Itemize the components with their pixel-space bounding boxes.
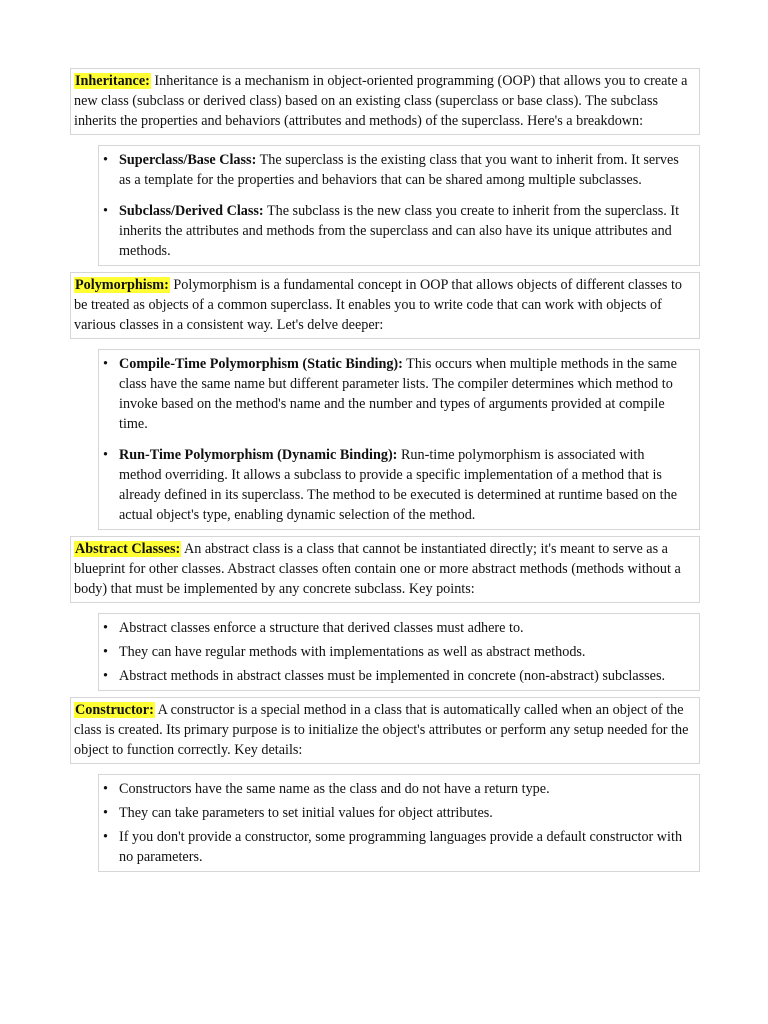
highlighted-term: Polymorphism:	[75, 277, 169, 293]
bullet-icon: •	[103, 829, 108, 845]
item-text: If you don't provide a constructor, some programming languages provide a default constructor with no parameters.	[119, 829, 683, 865]
item-term: Superclass/Base Class:	[119, 152, 257, 168]
definition-text: Inheritance is a mechanism in object-oriented programming (OOP) that allows you to create a new class (subclass or derived class) based on an existing class (superclass or base class). The subclass inherits the properties and behaviors (attributes and methods) of the superclass. Here's a breakdown:	[74, 73, 688, 129]
bullet-icon: •	[103, 447, 108, 463]
definition-text: An abstract class is a class that cannot be instantiated directly; it's meant to serve as a blueprint for other classes. Abstract classes often contain one or more abstract methods (methods without a body) that must be implemented by any concrete subclass. Key points:	[74, 541, 681, 597]
list-item	[99, 201, 689, 261]
bullet-list	[99, 150, 689, 261]
item-term: Compile-Time Polymorphism (Static Binding):	[119, 356, 403, 372]
item-text: Abstract methods in abstract classes must be implemented in concrete (non-abstract) subclasses.	[119, 668, 666, 684]
bullet-icon: •	[103, 152, 108, 168]
bullet-list	[99, 618, 689, 686]
definition-text: A constructor is a special method in a class that is automatically called when an object of the class is created. Its primary purpose is to initialize the object's attributes or perform any setup needed for the object to function correctly. Key details:	[74, 702, 689, 758]
item-text: Run-time polymorphism is associated with method overriding. It allows a subclass to provide a specific implementation of a method that is already defined in its superclass. The method to be executed is determined at runtime based on the actual object's type, enabling dynamic selection of the method.	[119, 447, 677, 523]
bullet-icon: •	[103, 356, 108, 372]
definition-paragraph	[74, 700, 696, 760]
section-inheritance-definition	[70, 68, 700, 135]
highlighted-term: Constructor:	[75, 702, 154, 718]
list-item	[99, 354, 689, 434]
list-item	[99, 150, 689, 190]
bullet-list	[99, 779, 689, 867]
item-text: Abstract classes enforce a structure that derived classes must adhere to.	[119, 620, 524, 636]
definition-text: Polymorphism is a fundamental concept in OOP that allows objects of different classes to be treated as objects of a common superclass. It enables you to write code that can work with objects of various classes in a consistent way. Let's delve deeper:	[74, 277, 683, 333]
list-item	[99, 618, 689, 638]
definition-paragraph	[74, 539, 696, 599]
list-item	[99, 827, 689, 867]
definition-paragraph	[74, 71, 696, 131]
bullet-list	[99, 354, 689, 525]
section-abstract-classes-definition	[70, 536, 700, 603]
item-text: The superclass is the existing class that you want to inherit from. It serves as a template for the properties and behaviors that can be shared among multiple subclasses.	[119, 152, 679, 188]
bullet-icon: •	[103, 620, 108, 636]
section-constructor-list	[98, 774, 700, 872]
section-abstract-classes-list	[98, 613, 700, 691]
list-item	[99, 445, 689, 525]
bullet-icon: •	[103, 805, 108, 821]
bullet-icon: •	[103, 781, 108, 797]
item-text: They can have regular methods with implementations as well as abstract methods.	[119, 644, 586, 660]
list-item	[99, 642, 689, 662]
item-text: They can take parameters to set initial values for object attributes.	[119, 805, 493, 821]
item-term: Run-Time Polymorphism (Dynamic Binding):	[119, 447, 398, 463]
definition-paragraph	[74, 275, 696, 335]
list-item	[99, 803, 689, 823]
item-term: Subclass/Derived Class:	[119, 203, 264, 219]
document-page	[70, 68, 700, 878]
highlighted-term: Inheritance:	[75, 73, 150, 89]
item-text: This occurs when multiple methods in the same class have the same name but different parameter lists. The compiler determines which method to invoke based on the method's name and the number and types of arguments provided at compile time.	[119, 356, 677, 432]
bullet-icon: •	[103, 668, 108, 684]
section-polymorphism-list	[98, 349, 700, 530]
bullet-icon: •	[103, 644, 108, 660]
item-text: The subclass is the new class you create to inherit from the superclass. It inherits the attributes and methods from the superclass and can also have its unique attributes and methods.	[119, 203, 680, 259]
list-item	[99, 779, 689, 799]
bullet-icon: •	[103, 203, 108, 219]
highlighted-term: Abstract Classes:	[75, 541, 181, 557]
section-constructor-definition	[70, 697, 700, 764]
item-text: Constructors have the same name as the class and do not have a return type.	[119, 781, 550, 797]
section-polymorphism-definition	[70, 272, 700, 339]
section-inheritance-list	[98, 145, 700, 266]
list-item	[99, 666, 689, 686]
